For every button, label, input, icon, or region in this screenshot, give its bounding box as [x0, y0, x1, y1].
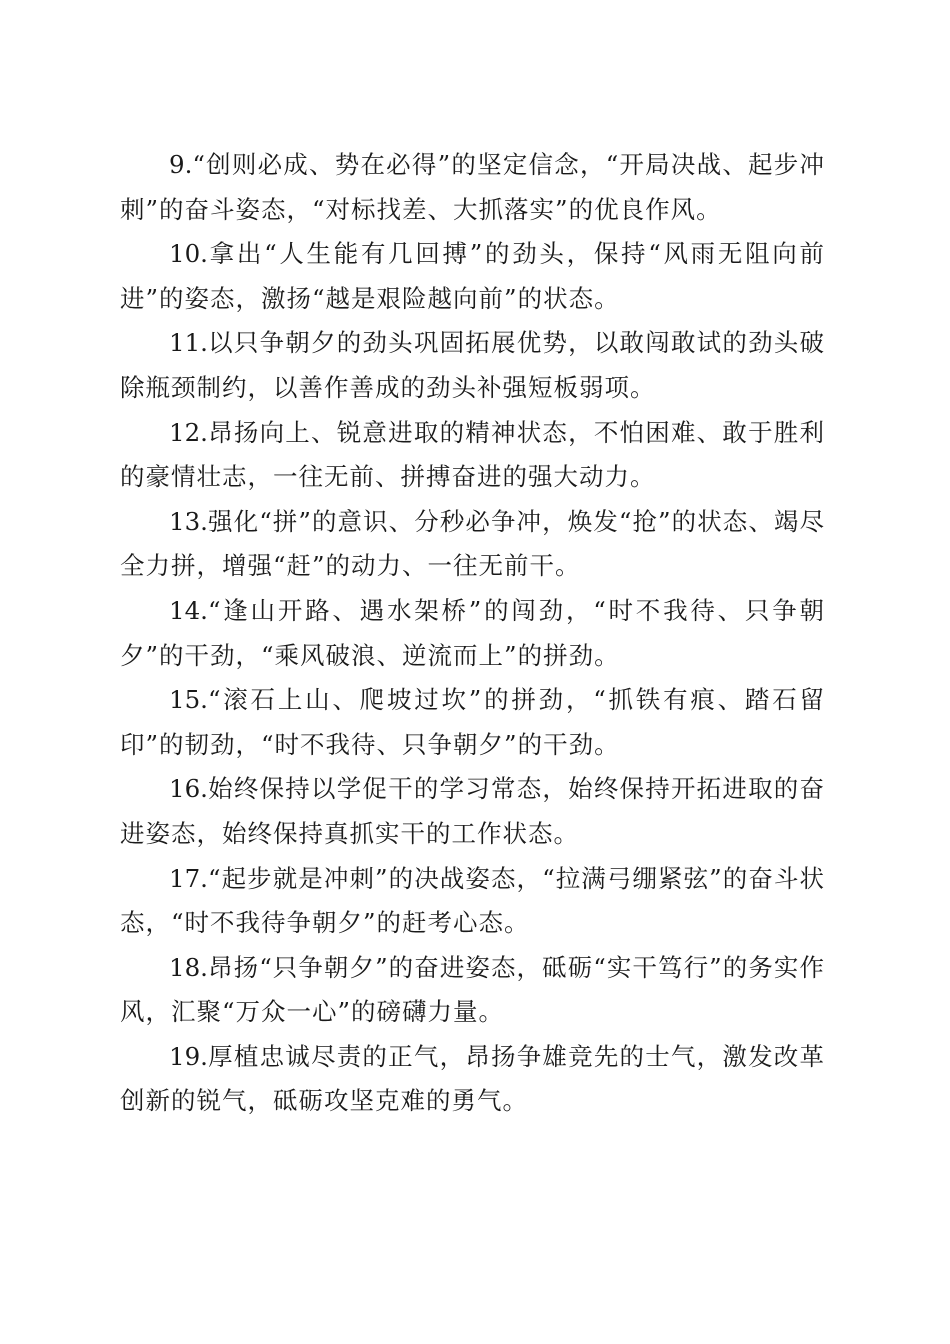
paragraph-14 [120, 589, 825, 678]
paragraph-number: 18. [169, 952, 208, 982]
paragraph-text: “创则必成、势在必得”的坚定信念，“开局决战、起步冲刺”的奋斗姿态，“对标找差、大抓落实”的优良作风。 [120, 150, 825, 224]
paragraph-10 [120, 232, 825, 321]
paragraph-18 [120, 946, 825, 1035]
paragraph-number: 14. [169, 595, 208, 625]
paragraph-number: 16. [169, 774, 208, 804]
paragraph-number: 13. [169, 506, 208, 536]
paragraph-number: 17. [169, 863, 208, 893]
paragraph-13 [120, 500, 825, 589]
paragraph-number: 10. [169, 239, 208, 269]
paragraph-text: 拿出“人生能有几回搏”的劲头，保持“风雨无阻向前进”的姿态，激扬“越是艰险越向前”的状态。 [120, 239, 825, 313]
paragraph-text: 厚植忠诚尽责的正气，昂扬争雄竞先的士气，激发改革创新的锐气，砥砺攻坚克难的勇气。 [120, 1041, 825, 1116]
paragraph-15 [120, 678, 825, 767]
paragraph-number: 12. [169, 417, 208, 447]
paragraph-text: “逢山开路、遇水架桥”的闯劲，“时不我待、只争朝夕”的干劲，“乘风破浪、逆流而上”的拼劲。 [120, 595, 825, 670]
paragraph-17 [120, 857, 825, 946]
paragraph-9 [120, 143, 825, 232]
paragraph-text: 昂扬“只争朝夕”的奋进姿态，砥砺“实干笃行”的务实作风，汇聚“万众一心”的磅礴力量。 [120, 952, 825, 1027]
paragraph-text: 以只争朝夕的劲头巩固拓展优势，以敢闯敢试的劲头破除瓶颈制约，以善作善成的劲头补强短板弱项。 [120, 328, 825, 402]
paragraph-16 [120, 767, 825, 856]
paragraph-12 [120, 411, 825, 500]
paragraph-text: “滚石上山、爬坡过坎”的拼劲，“抓铁有痕、踏石留印”的韧劲，“时不我待、只争朝夕”的干劲。 [120, 685, 825, 759]
paragraph-text: 始终保持以学促干的学习常态，始终保持开拓进取的奋进姿态，始终保持真抓实干的工作状态。 [120, 774, 825, 848]
paragraph-number: 9. [169, 150, 193, 179]
paragraph-number: 11. [169, 328, 208, 358]
document-body [120, 143, 825, 1124]
paragraph-19 [120, 1035, 825, 1124]
paragraph-text: 昂扬向上、锐意进取的精神状态，不怕困难、敢于胜利的豪情壮志，一往无前、拼搏奋进的强大动力。 [120, 417, 825, 492]
paragraph-number: 19. [169, 1041, 208, 1071]
paragraph-11 [120, 321, 825, 410]
paragraph-text: “起步就是冲刺”的决战姿态，“拉满弓绷紧弦”的奋斗状态，“时不我待争朝夕”的赶考心态。 [120, 863, 825, 938]
paragraph-text: 强化“拼”的意识、分秒必争冲，焕发“抢”的状态、竭尽全力拼，增强“赶”的动力、一往无前干。 [120, 506, 825, 581]
paragraph-number: 15. [169, 685, 208, 715]
